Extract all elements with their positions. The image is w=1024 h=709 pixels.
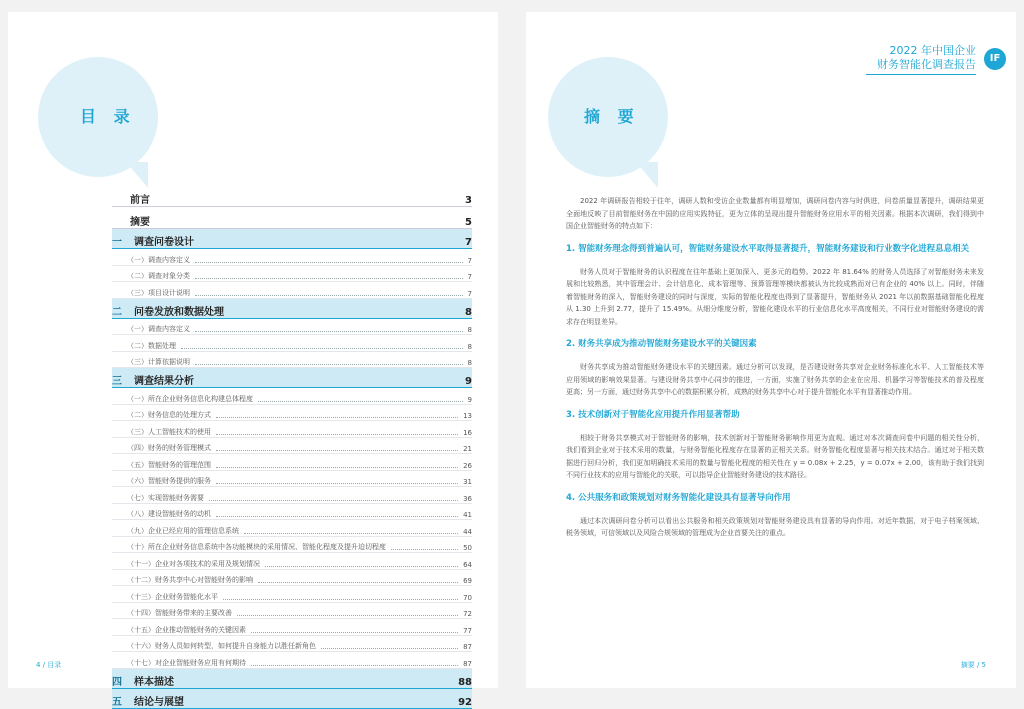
toc-title [112, 233, 194, 248]
toc-title: （三）人工智能技术的使用 [127, 427, 211, 436]
toc-subitem [112, 438, 472, 455]
toc-title: （十七）对企业智能财务应用有何期待 [127, 658, 246, 667]
summary-paragraph: 相较于财务共享模式对于智能财务的影响，技术创新对于智能财务影响作用更为直观。通过对本次调查问卷中问题的相关性分析，我们看到企业对于技术采用的数量，与财务智能化程度存在显著的正相关关系。财务智能化程度显著与相关技术结合。通过对于相关数据进行回归分析，我们更加明确技术采用的数量与智能化程度的相关性在 y = 0.08x + 2.25，y = 0.07x + 2.00，该有助于我们找到不同行业技术的应用与智能化的关联，可以指导企业智能财务建设的技术路径。 [566, 433, 984, 479]
toc-leader-dots [223, 599, 458, 600]
toc-chapter-number: 二 [112, 306, 122, 318]
toc-item [112, 185, 472, 207]
toc-title: （一）调查内容定义 [127, 325, 190, 333]
summary-paragraph: 通过本次调研问卷分析可以看出公共服务和相关政策规划对智能财务建设具有显著的导向作用。对近年数据，对于电子档案领域、税务领域，可信领域以及风险合规领域的管理成为企业首要关注的重点。 [566, 516, 984, 537]
toc-page-number: 72 [463, 610, 472, 618]
toc-page-number: 87 [463, 643, 472, 651]
toc-leader-dots [265, 566, 458, 567]
toc-chapter-title: 样本描述 [134, 676, 174, 688]
summary-paragraph: 2022 年调研报告相较于往年，调研人数和受访企业数量都有明显增加，调研问卷内容与时俱进，问卷质量显著提升，调研结果更全面地反映了目前智能财务在中国的应用实践特征，更为立体的呈现出提升智能财务应用水平的相关因素。根据本次调研，我们得到中国企业智能财务的特点如下： [566, 197, 984, 230]
toc-title: 摘要 [130, 217, 150, 228]
toc-page-number: 9 [467, 395, 472, 404]
toc-leader-dots [195, 278, 463, 279]
toc-title: （三）计算依据说明 [127, 358, 190, 366]
toc-chapter-number: 三 [112, 376, 122, 387]
toc-page-number: 7 [467, 289, 472, 298]
toc-title [112, 673, 174, 688]
toc-title: （八）建设智能财务的动机 [127, 510, 211, 518]
toc-page-number: 77 [463, 626, 472, 635]
toc-page-number: 41 [463, 511, 472, 519]
toc-leader-dots [216, 467, 458, 468]
toc-page-number: 36 [463, 494, 472, 503]
toc-chapter-title: 结论与展望 [134, 696, 184, 708]
summary-heading: 2. 财务共享成为推动智能财务建设水平的关键因素 [566, 339, 757, 349]
toc-page-number: 7 [465, 237, 472, 248]
toc-page-number: 92 [458, 696, 472, 708]
toc-subitem [112, 388, 472, 405]
toc-page-number: 7 [467, 273, 472, 281]
toc-page-number: 64 [463, 560, 472, 569]
toc-title: 前言 [130, 195, 150, 206]
toc-leader-dots [195, 262, 463, 263]
toc-chapter-title: 问卷发放和数据处理 [134, 306, 224, 318]
summary-heading: 1. 智能财务理念得到普遍认可，智能财务建设水平取得显著提升，智能财务建设和行业数字化进程息息相关 [566, 243, 970, 254]
toc-leader-dots [216, 434, 458, 435]
toc-page-number: 16 [463, 428, 472, 437]
toc-title: （七）实现智能财务需要 [127, 493, 204, 502]
toc-subitem [112, 636, 472, 653]
toc-title: （五）智能财务的管理范围 [127, 460, 211, 469]
toc-subitem [112, 249, 472, 266]
summary-body [566, 195, 984, 550]
toc-leader-dots [195, 331, 463, 332]
toc-leader-dots [209, 500, 458, 501]
toc-title: （十五）企业推动智能财务的关键因素 [127, 625, 246, 634]
toc-page-number: 26 [463, 461, 472, 470]
toc-leader-dots [244, 533, 458, 534]
bubble-tail [636, 162, 658, 188]
table-of-contents [112, 185, 472, 709]
toc-subitem [112, 319, 472, 336]
toc-title: （十一）企业对各项技术的采用及规划情况 [127, 559, 260, 568]
toc-page-number: 21 [463, 445, 472, 453]
toc-chapter [112, 368, 472, 388]
header-rule [866, 74, 976, 75]
toc-page-number: 7 [467, 256, 472, 265]
toc-subitem [112, 405, 472, 422]
left-page [8, 12, 498, 708]
toc-title: （十二）财务共享中心对智能财务的影响 [127, 576, 253, 584]
toc-page-number: 3 [465, 195, 472, 206]
toc-page-number: 13 [463, 412, 472, 420]
toc-subitem [112, 352, 472, 369]
toc-leader-dots [258, 401, 463, 402]
toc-subitem [112, 266, 472, 283]
toc-page-number: 87 [463, 659, 472, 668]
toc-leader-dots [181, 348, 463, 349]
toc-title: （九）企业已经应用的管理信息系统 [127, 526, 239, 535]
toc-title: （二）数据处理 [127, 341, 176, 350]
toc-subitem [112, 652, 472, 669]
toc-page-number: 8 [467, 359, 472, 367]
toc-chapter [112, 689, 472, 709]
toc-subitem [112, 504, 472, 521]
page-title-toc: 目 录 [80, 107, 136, 126]
summary-heading: 4. 公共服务和政策规划对财务智能化建设具有显著导向作用 [566, 492, 791, 503]
toc-leader-dots [251, 665, 458, 666]
toc-leader-dots [391, 549, 458, 550]
toc-leader-dots [216, 516, 458, 517]
toc-title: （六）智能财务提供的服务 [127, 477, 211, 485]
report-header [877, 44, 1001, 72]
toc-chapter-title: 调查问卷设计 [134, 237, 194, 248]
toc-leader-dots [237, 615, 458, 616]
toc-subitem [112, 570, 472, 587]
toc-subitem [112, 282, 472, 299]
toc-title [112, 303, 224, 318]
toc-leader-dots [251, 632, 458, 633]
toc-subitem [112, 619, 472, 636]
toc-subitem [112, 586, 472, 603]
toc-chapter-number: 五 [112, 696, 122, 708]
toc-chapter [112, 669, 472, 689]
toc-subitem [112, 454, 472, 471]
toc-title: （二）财务信息的处理方式 [127, 411, 211, 419]
summary-paragraph: 财务人员对于智能财务的认识程度在往年基础上更加深入、更多元的趋势。2022 年 81.64% 的财务人员选择了对智能财务未来发展和比较熟悉，其中管理会计、会计信息化、成本管理等、预算管理等模块都被认为比较成熟而对已有企业的 40% 以上。同时，伴随着智能财务的深入，智能财务建设的同时与深度，实际的智能化程度也得到了显著提升，智能财务从 2021 年以前数据基础智能化程度从 1.30 上升到 2.77，提升了 15.49%。从细分维度分析，智能化建设水平的行业信息化水平高度相关，不同行业对智能财务建设的需求存在明显差异。 [566, 267, 984, 326]
toc-subitem [112, 471, 472, 488]
toc-chapter-number: 四 [112, 676, 122, 688]
toc-page-number: 69 [463, 577, 472, 585]
toc-leader-dots [216, 483, 458, 484]
toc-subitem [112, 537, 472, 554]
toc-page-number: 50 [463, 544, 472, 552]
toc-title: （一）所在企业财务信息化构建总体程度 [127, 394, 253, 403]
toc-page-number: 88 [458, 676, 472, 688]
footer-right: 摘要 / 5 [960, 661, 986, 669]
toc-leader-dots [216, 450, 458, 451]
header-line1: 2022 年中国企业 [889, 44, 976, 57]
toc-page-number: 9 [465, 376, 472, 387]
toc-chapter [112, 229, 472, 249]
toc-chapter-title: 调查结果分析 [134, 376, 194, 387]
summary-paragraph: 财务共享成为推动智能财务建设水平的关键因素。通过分析可以发现，是否建设财务共享对企业财务标准化水平、人工智能技术等应用领域的影响效果显著。与建设财务共享中心同步的推进，一方面，实施了财务共享的企业在应用、机器学习等智能技术的普及程度更高；另一方面，通过财务共享中心的数据积累分析，成熟的财务共享中心对于提升智能化水平有显著推动作用。 [566, 363, 984, 396]
toc-page-number: 8 [467, 342, 472, 351]
toc-subitem [112, 520, 472, 537]
toc-title: （十六）财务人员如何转型，如何提升自身能力以胜任新角色 [127, 642, 316, 650]
toc-chapter [112, 299, 472, 319]
toc-page-number: 70 [463, 593, 472, 602]
toc-leader-dots [195, 295, 463, 296]
toc-leader-dots [216, 417, 458, 418]
toc-title [112, 693, 184, 708]
toc-page-number: 8 [465, 306, 472, 318]
toc-subitem [112, 553, 472, 570]
toc-title: （二）调查对象分类 [127, 272, 190, 280]
toc-chapter-number: 一 [112, 237, 122, 248]
toc-page-number: 5 [465, 217, 472, 228]
toc-subitem [112, 421, 472, 438]
toc-title: （十）所在企业财务信息系统中各功能模块的采用情况、智能化程度及提升迫切程度 [127, 543, 386, 551]
toc-leader-dots [258, 582, 458, 583]
brand-logo-icon: IF [984, 48, 1006, 70]
header-line2: 财务智能化调查报告 [877, 58, 976, 71]
toc-leader-dots [321, 648, 458, 649]
toc-page-number: 8 [467, 326, 472, 334]
toc-subitem [112, 603, 472, 620]
footer-left: 4 / 目录 [36, 661, 62, 669]
toc-title: （三）项目设计说明 [127, 288, 190, 297]
summary-heading: 3. 技术创新对于智能化应用提升作用显著帮助 [566, 409, 740, 420]
toc-title: （四）财务的财务管理模式 [127, 444, 211, 452]
toc-page-number: 31 [463, 478, 472, 486]
toc-title [112, 372, 194, 387]
toc-title: （一）调查内容定义 [127, 255, 190, 264]
toc-page-number: 44 [463, 527, 472, 536]
right-page [526, 12, 1016, 688]
toc-title: （十三）企业财务智能化水平 [127, 592, 218, 601]
toc-subitem [112, 487, 472, 504]
toc-subitem [112, 335, 472, 352]
page-title-summary: 摘 要 [584, 107, 640, 126]
toc-title: （十四）智能财务带来的主要改善 [127, 609, 232, 617]
toc-leader-dots [195, 364, 463, 365]
toc-item [112, 207, 472, 229]
